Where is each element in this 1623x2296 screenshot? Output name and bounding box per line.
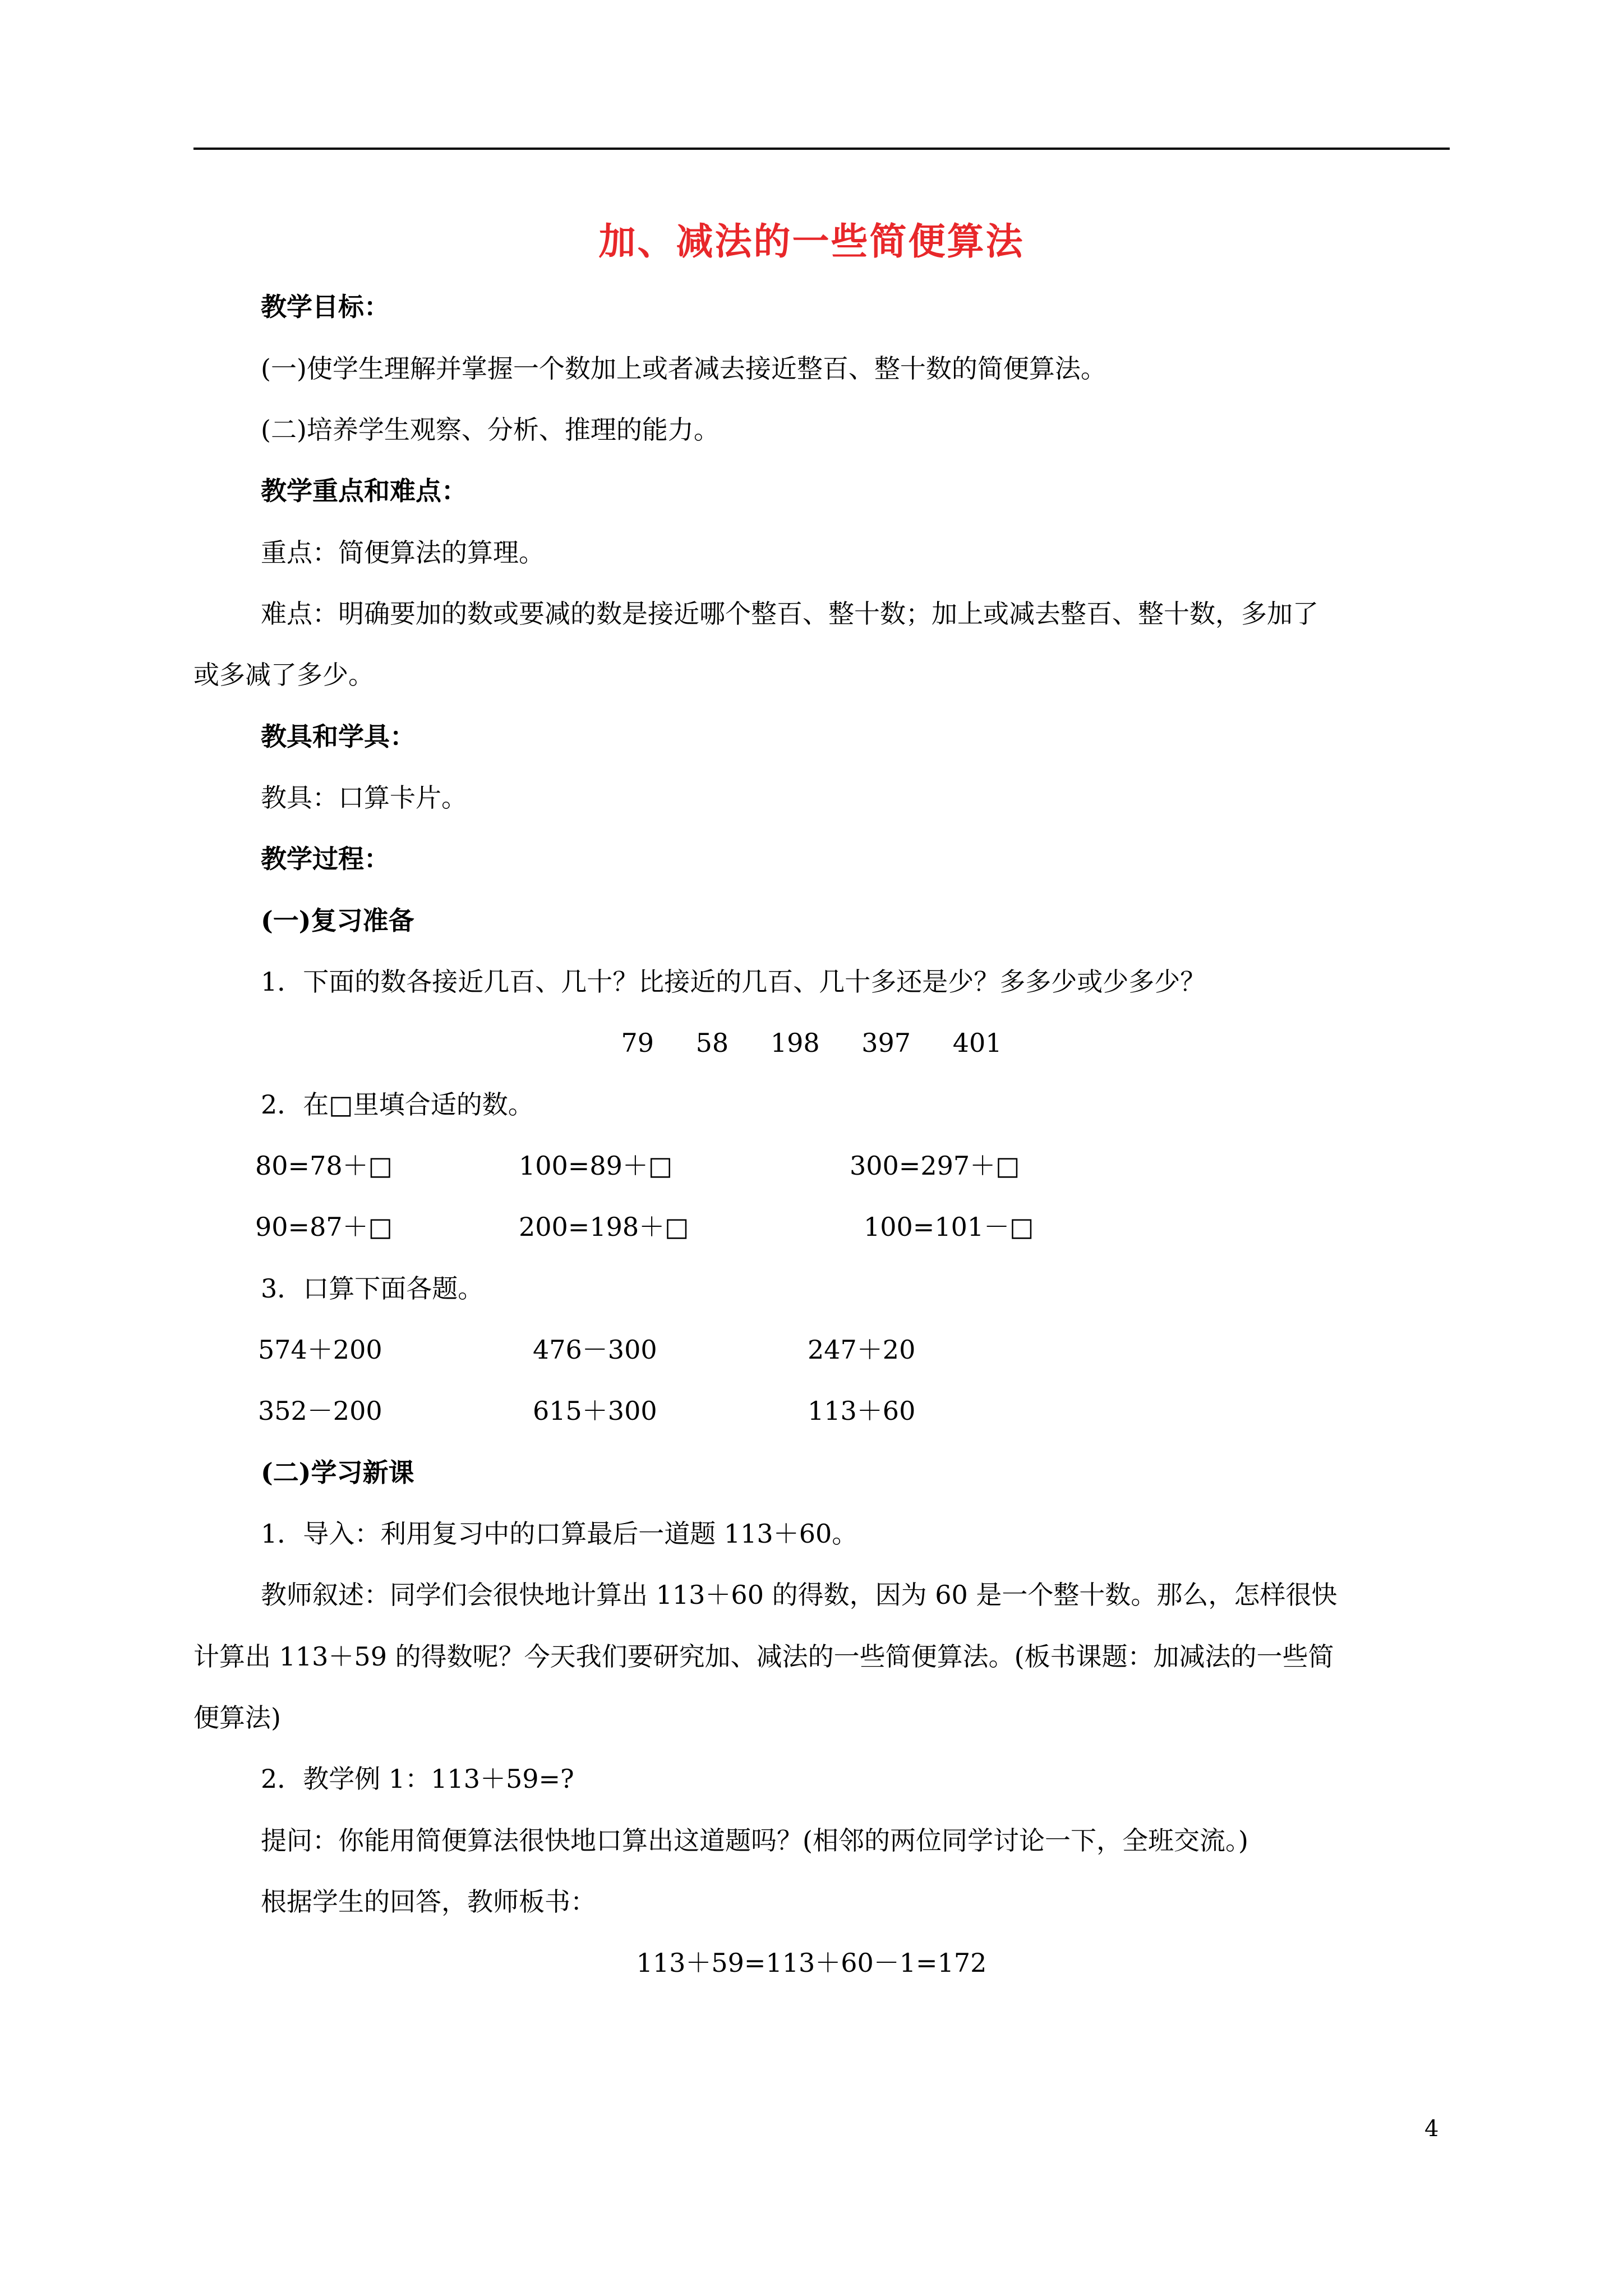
key-point: 重点：简便算法的算理。 [261, 537, 545, 568]
question-1: 1．下面的数各接近几百、几十？比接近的几百、几十多还是少？多多少或少多少？ [261, 967, 1206, 997]
number-item: 401 [952, 1028, 1002, 1058]
fill-item: 300=297＋□ [850, 1151, 1020, 1181]
calc-item: 476－300 [533, 1335, 657, 1365]
calc-item: 247＋20 [808, 1335, 916, 1365]
heading-review: (一)复习准备 [261, 905, 414, 936]
fill-item: 100=89＋□ [519, 1151, 673, 1181]
question-2: 2．在□里填合适的数。 [261, 1089, 534, 1120]
calc-item: 615＋300 [533, 1396, 657, 1426]
fill-item: 80=78＋□ [255, 1151, 393, 1181]
narration-line-2: 计算出 113＋59 的得数呢？今天我们要研究加、减法的一些简便算法。(板书课题：加减法的一些简 [193, 1641, 1334, 1672]
board-intro: 根据学生的回答，教师板书： [261, 1887, 596, 1917]
board-equation: 113＋59=113＋60－1=172 [636, 1948, 987, 1978]
difficult-point-line-2: 或多减了多少。 [193, 660, 374, 690]
page-title: 加、减法的一些简便算法 [598, 219, 1025, 263]
goal-item-2: (二)培养学生观察、分析、推理的能力。 [261, 415, 720, 445]
calc-item: 352－200 [258, 1396, 382, 1426]
heading-key-points: 教学重点和难点： [261, 476, 467, 506]
question-prompt: 提问：你能用简便算法很快地口算出这道题吗？(相邻的两位同学讨论一下，全班交流。) [261, 1825, 1248, 1856]
header-rule [193, 148, 1450, 150]
heading-new-lesson: (二)学习新课 [261, 1457, 414, 1488]
intro-text: 1．导入：利用复习中的口算最后一道题 113＋60。 [261, 1519, 858, 1549]
number-item: 58 [695, 1028, 729, 1058]
question-3: 3．口算下面各题。 [261, 1273, 484, 1304]
fill-item: 100=101－□ [864, 1212, 1034, 1242]
calc-item: 574＋200 [258, 1335, 382, 1365]
fill-item: 90=87＋□ [255, 1212, 393, 1242]
number-item: 198 [770, 1028, 820, 1058]
number-list [0, 1026, 1623, 1060]
narration-line-3: 便算法) [193, 1703, 281, 1733]
difficult-point-line-1: 难点：明确要加的数或要减的数是接近哪个整百、整十数；加上或减去整百、整十数，多加了 [261, 599, 1318, 629]
heading-tools: 教具和学具： [261, 721, 416, 752]
page-number: 4 [1424, 2116, 1439, 2142]
heading-teaching-goals: 教学目标： [261, 292, 390, 322]
number-item: 79 [621, 1028, 654, 1058]
calc-item: 113＋60 [808, 1396, 916, 1426]
narration-line-1: 教师叙述：同学们会很快地计算出 113＋60 的得数，因为 60 是一个整十数。那么，怎样很快 [261, 1580, 1338, 1610]
heading-process: 教学过程： [261, 844, 390, 874]
tools-text: 教具：口算卡片。 [261, 783, 467, 813]
number-item: 397 [861, 1028, 911, 1058]
goal-item-1: (一)使学生理解并掌握一个数加上或者减去接近整百、整十数的简便算法。 [261, 353, 1106, 384]
example-1: 2．教学例 1：113＋59=? [261, 1764, 574, 1794]
fill-item: 200=198＋□ [519, 1212, 689, 1242]
